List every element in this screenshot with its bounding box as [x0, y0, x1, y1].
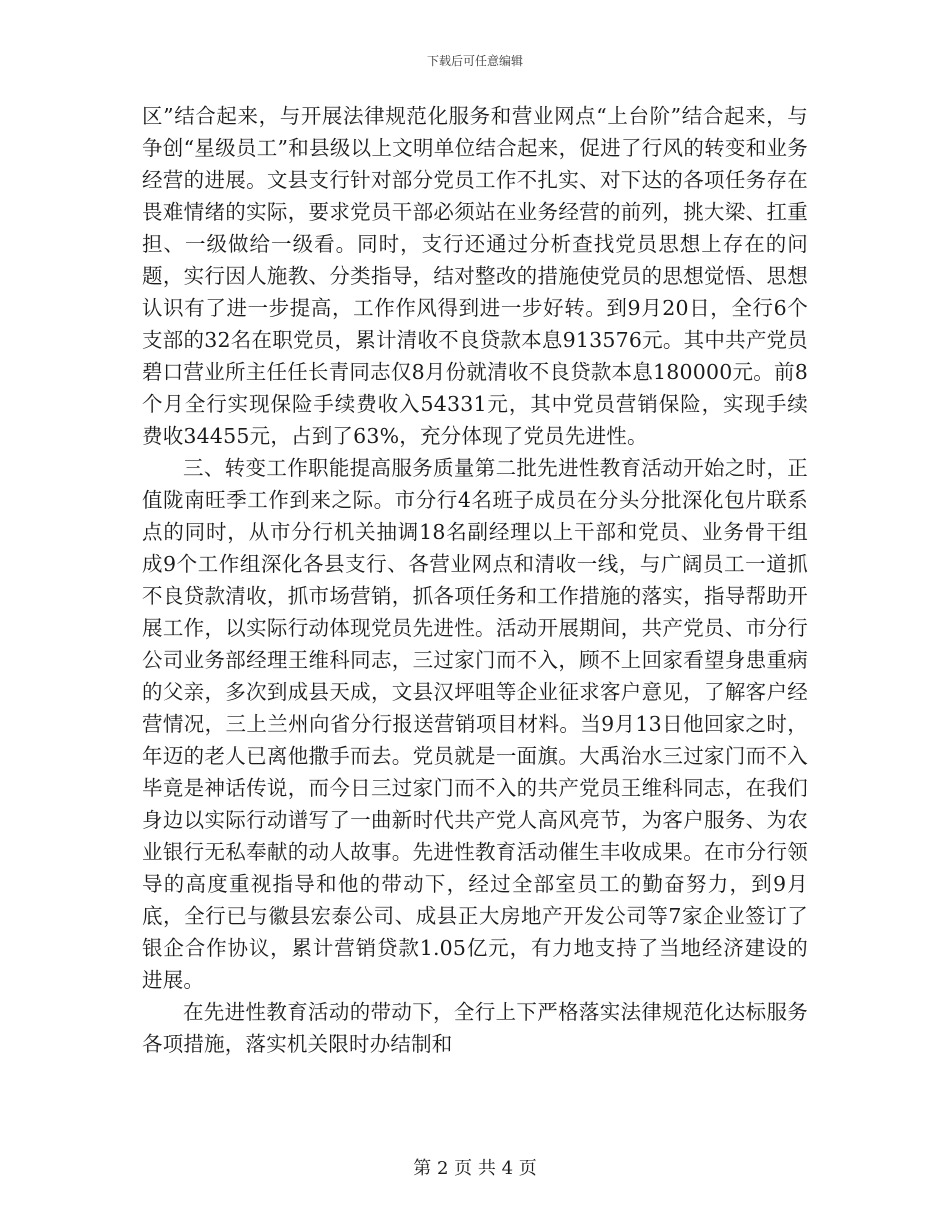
document-body — [142, 100, 808, 1060]
page-number: 第 2 页 共 4 页 — [413, 1158, 537, 1179]
paragraph-section-three: 三、转变工作职能提高服务质量第二批先进性教育活动开始之时，正值陇南旺季工作到来之际。市分行4名班子成员在分头分批深化包片联系点的同时，从市分行机关抽调18名副经理以上干部和党员、业务骨干组成9个工作组深化各县支行、各营业网点和清收一线，与广阔员工一道抓不良贷款清收，抓市场营销，抓各项任务和工作措施的落实，指导帮助开展工作，以实际行动体现党员先进性。活动开展期间，共产党员、市分行公司业务部经理王维科同志，三过家门而不入，顾不上回家看望身患重病的父亲，多次到成县天成，文县汉坪咀等企业征求客户意见，了解客户经营情况，三上兰州向省分行报送营销项目材料。当9月13日他回家之时，年迈的老人已离他撒手而去。党员就是一面旗。大禹治水三过家门而不入毕竟是神话传说，而今日三过家门而不入的共产党员王维科同志，在我们身边以实际行动谱写了一曲新时代共产党人高风亮节，为客户服务、为农业银行无私奉献的动人故事。先进性教育活动催生丰收成果。在市分行领导的高度重视指导和他的带动下，经过全部室员工的勤奋努力，到9月底，全行已与徽县宏泰公司、成县正大房地产开发公司等7家企业签订了银企合作协议，累计营销贷款1.05亿元，有力地支持了当地经济建设的进展。 — [142, 456, 808, 992]
paragraph-closing: 在先进性教育活动的带动下，全行上下严格落实法律规范化达标服务各项措施，落实机关限时办结制和 — [142, 1000, 808, 1056]
page-header: 下载后可任意编辑 — [426, 54, 523, 68]
paragraph-continuation: 区”结合起来，与开展法律规范化服务和营业网点“上台阶”结合起来，与争创“星级员工”和县级以上文明单位结合起来，促进了行风的转变和业务经营的进展。文县支行针对部分党员工作不扎实、对下达的各项任务存在畏难情绪的实际，要求党员干部必须站在业务经营的前列，挑大梁、扛重担、一级做给一级看。同时，支行还通过分析查找党员思想上存在的问题，实行因人施教、分类指导，结对整改的措施使党员的思想觉悟、思想认识有了进一步提高，工作作风得到进一步好转。到9月20日，全行6个支部的32名在职党员，累计清收不良贷款本息913576元。其中共产党员碧口营业所主任任长青同志仅8月份就清收不良贷款本息180000元。前8个月全行实现保险手续费收入54331元，其中党员营销保险，实现手续费收34455元，占到了63%，充分体现了党员先进性。 — [142, 104, 808, 448]
